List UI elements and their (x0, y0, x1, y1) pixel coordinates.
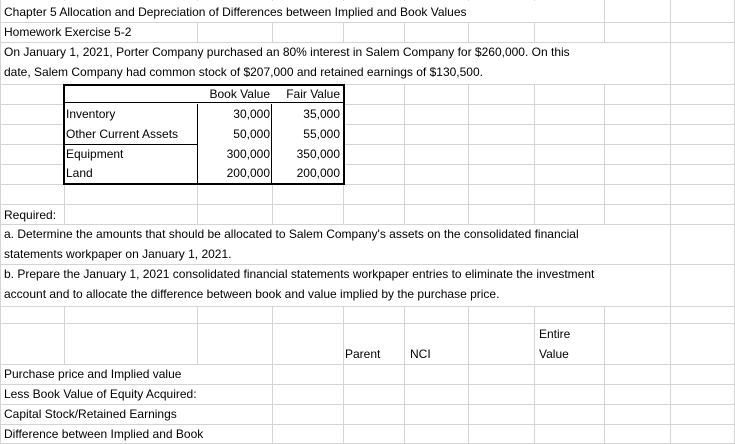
asset-label-equipment: Equipment (66, 147, 124, 161)
alloc-row-less-book-value: Less Book Value of Equity Acquired: (4, 387, 197, 401)
asset-book-equipment: 300,000 (226, 147, 270, 161)
required-a-line-2: statements workpaper on January 1, 2021. (4, 247, 232, 261)
required-b-line-1: b. Prepare the January 1, 2021 consolidated financial statements workpaper entries to eliminate the investment (4, 267, 595, 281)
asset-fair-other-current: 55,000 (303, 127, 340, 141)
asset-label-inventory: Inventory (66, 107, 116, 121)
asset-book-inventory: 30,000 (233, 107, 270, 121)
chapter-title: Chapter 5 Allocation and Depreciation of Differences between Implied and Book Values (4, 5, 467, 19)
row-line (0, 323, 735, 324)
alloc-row-purchase-price: Purchase price and Implied value (4, 367, 182, 381)
nci-header: NCI (410, 347, 431, 361)
book-value-header: Book Value (209, 87, 270, 101)
row-line (0, 204, 735, 205)
problem-line-2: date, Salem Company had common stock of $207,000 and retained earnings of $130,500. (4, 65, 483, 79)
row-line (0, 306, 735, 307)
entire-header-line-2: Value (539, 347, 569, 361)
asset-fair-equipment: 350,000 (296, 147, 340, 161)
entire-header-line-1: Entire (539, 327, 571, 341)
required-heading: Required: (4, 208, 57, 222)
asset-label-other-current: Other Current Assets (66, 127, 179, 141)
required-a-line-1: a. Determine the amounts that should be allocated to Salem Company's assets on the consolidated financial (4, 227, 579, 241)
asset-book-other-current: 50,000 (233, 127, 270, 141)
column-line (670, 0, 671, 444)
required-b-line-2: account and to allocate the difference between book and value implied by the purchase price. (4, 287, 500, 301)
parent-header: Parent (345, 347, 381, 361)
exercise-title: Homework Exercise 5-2 (4, 25, 132, 39)
alloc-row-capital-stock: Capital Stock/Retained Earnings (4, 407, 177, 421)
fair-value-header: Fair Value (286, 87, 340, 101)
problem-line-1: On January 1, 2021, Porter Company purchased an 80% interest in Salem Company for $260,000. On this (4, 45, 570, 59)
asset-label-land: Land (66, 166, 93, 180)
asset-book-land: 200,000 (226, 166, 270, 180)
asset-fair-inventory: 35,000 (303, 107, 340, 121)
alloc-row-difference: Difference between Implied and Book (4, 427, 204, 441)
asset-fair-land: 200,000 (296, 166, 340, 180)
